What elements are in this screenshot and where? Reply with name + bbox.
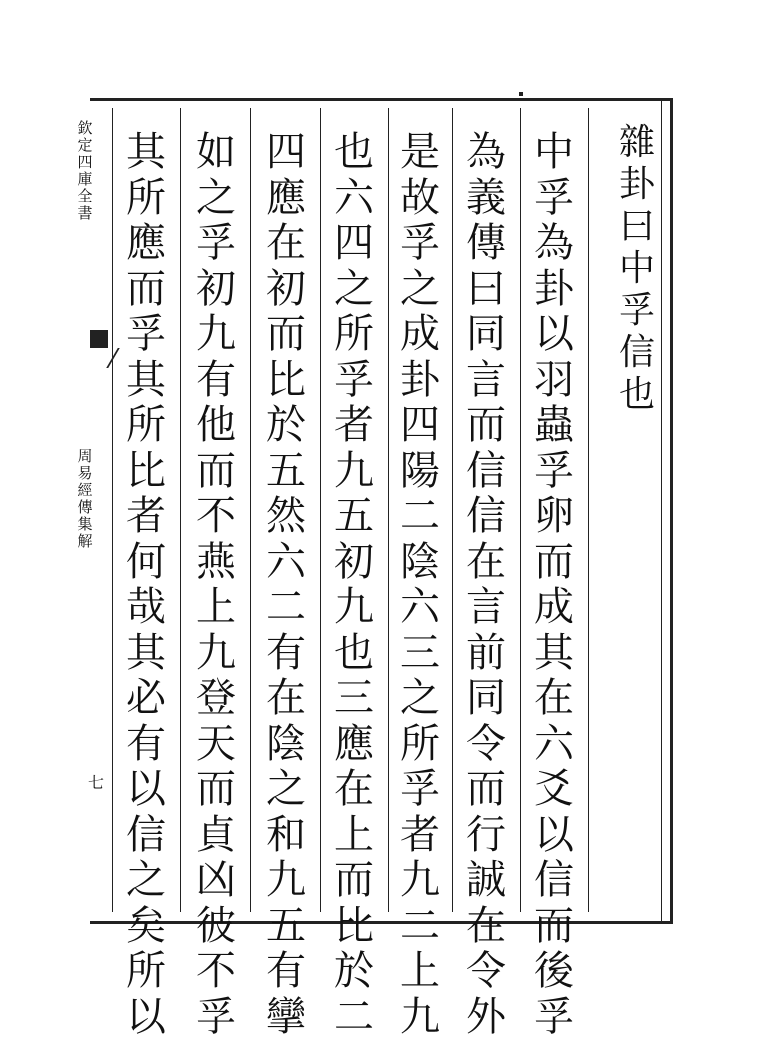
column-rule [520, 108, 521, 912]
text-char: 信 [532, 858, 577, 904]
margin-book-title [74, 448, 96, 550]
heading-char: 卦 [619, 164, 655, 206]
text-column [256, 130, 316, 1040]
text-char: 和 [264, 813, 309, 859]
text-char: 卦 [532, 267, 577, 313]
text-char: 三 [398, 631, 443, 677]
heading-char: 中 [619, 248, 655, 290]
text-char: 於 [264, 403, 309, 449]
text-char: 令 [464, 949, 509, 995]
text-char: 者 [124, 494, 169, 540]
text-char: 三 [332, 676, 377, 722]
text-char: 然 [264, 494, 309, 540]
text-char: 二 [398, 494, 443, 540]
margin-char: 易 [77, 465, 92, 482]
text-char: 二 [332, 995, 377, 1040]
text-char: 之 [264, 767, 309, 813]
text-char: 而 [332, 858, 377, 904]
text-char: 行 [464, 813, 509, 859]
text-char: 義 [464, 176, 509, 222]
text-char: 四 [398, 403, 443, 449]
text-char: 以 [124, 995, 169, 1040]
text-char: 其 [532, 631, 577, 677]
margin-char: 全 [77, 188, 92, 205]
text-char: 孚 [532, 995, 577, 1040]
text-column [390, 130, 450, 1040]
text-char: 之 [398, 676, 443, 722]
text-char: 六 [332, 176, 377, 222]
text-char: 傳 [464, 221, 509, 267]
text-char: 而 [124, 267, 169, 313]
text-char: 而 [464, 767, 509, 813]
text-char: 爻 [532, 767, 577, 813]
text-char: 信 [464, 449, 509, 495]
text-char: 陰 [398, 540, 443, 586]
top-mark [519, 92, 523, 96]
fishtail-mark [90, 330, 108, 348]
text-char: 比 [124, 449, 169, 495]
margin-char: 定 [77, 137, 92, 154]
text-char: 哉 [124, 585, 169, 631]
margin-char: 庫 [77, 171, 92, 188]
margin-char: 傳 [77, 499, 92, 516]
text-char: 之 [124, 858, 169, 904]
text-char: 不 [194, 494, 239, 540]
text-char: 攣 [264, 995, 309, 1040]
text-char: 必 [124, 676, 169, 722]
text-char: 矣 [124, 904, 169, 950]
text-char: 二 [398, 904, 443, 950]
text-char: 同 [464, 312, 509, 358]
text-char: 五 [264, 904, 309, 950]
text-char: 為 [464, 130, 509, 176]
heading-char: 孚 [619, 290, 655, 332]
text-char: 是 [398, 130, 443, 176]
text-char: 後 [532, 949, 577, 995]
text-char: 卦 [398, 358, 443, 404]
text-column [324, 130, 384, 1040]
text-char: 卵 [532, 494, 577, 540]
text-char: 所 [124, 403, 169, 449]
text-char: 有 [194, 358, 239, 404]
text-char: 信 [464, 494, 509, 540]
text-char: 蟲 [532, 403, 577, 449]
text-char: 羽 [532, 358, 577, 404]
text-char: 不 [194, 949, 239, 995]
margin-title [74, 120, 96, 222]
text-char: 在 [264, 221, 309, 267]
heading-char: 也 [619, 374, 655, 416]
text-char: 同 [464, 676, 509, 722]
text-char: 陰 [264, 722, 309, 768]
text-char: 孚 [124, 312, 169, 358]
text-char: 有 [264, 631, 309, 677]
text-char: 孚 [194, 221, 239, 267]
text-char: 彼 [194, 904, 239, 950]
heading-char: 曰 [619, 206, 655, 248]
text-char: 為 [532, 221, 577, 267]
text-char: 而 [194, 449, 239, 495]
column-rule [588, 108, 589, 912]
text-char: 在 [464, 540, 509, 586]
text-char: 如 [194, 130, 239, 176]
column-rule [112, 108, 113, 912]
text-char: 也 [332, 631, 377, 677]
text-char: 也 [332, 130, 377, 176]
margin-char: 四 [77, 154, 92, 171]
column-rule [320, 108, 321, 912]
text-char: 四 [332, 221, 377, 267]
text-char: 令 [464, 722, 509, 768]
text-char: 何 [124, 540, 169, 586]
text-char: 在 [264, 676, 309, 722]
text-char: 其 [124, 130, 169, 176]
margin-char: 欽 [77, 120, 92, 137]
text-char: 燕 [194, 540, 239, 586]
text-char: 天 [194, 722, 239, 768]
text-char: 九 [194, 312, 239, 358]
column-rule [388, 108, 389, 912]
text-char: 所 [332, 312, 377, 358]
text-column [116, 130, 176, 1040]
text-char: 成 [398, 312, 443, 358]
inner-border-rule [661, 101, 662, 921]
text-char: 成 [532, 585, 577, 631]
text-column [524, 130, 584, 1040]
text-char: 故 [398, 176, 443, 222]
text-char: 所 [398, 722, 443, 768]
text-char: 其 [124, 358, 169, 404]
text-char: 所 [124, 949, 169, 995]
text-char: 六 [264, 540, 309, 586]
text-char: 陽 [398, 449, 443, 495]
margin-char: 經 [77, 482, 92, 499]
text-char: 而 [194, 767, 239, 813]
margin-char: 解 [77, 533, 92, 550]
text-char: 九 [264, 858, 309, 904]
text-char: 其 [124, 631, 169, 677]
text-char: 初 [264, 267, 309, 313]
text-char: 在 [464, 904, 509, 950]
text-char: 上 [332, 813, 377, 859]
text-char: 孚 [332, 358, 377, 404]
text-char: 之 [398, 267, 443, 313]
text-char: 言 [464, 585, 509, 631]
text-char: 凶 [194, 858, 239, 904]
text-char: 誠 [464, 858, 509, 904]
text-char: 二 [264, 585, 309, 631]
text-char: 信 [124, 813, 169, 859]
text-char: 而 [532, 904, 577, 950]
text-column [186, 130, 246, 1040]
text-char: 者 [332, 403, 377, 449]
text-char: 貞 [194, 813, 239, 859]
text-column [456, 130, 516, 1040]
text-char: 而 [532, 540, 577, 586]
text-char: 孚 [194, 995, 239, 1040]
text-char: 孚 [532, 176, 577, 222]
text-char: 於 [332, 949, 377, 995]
heading-char: 雜 [619, 122, 655, 164]
text-char: 九 [398, 995, 443, 1040]
heading-char: 信 [619, 332, 655, 374]
text-char: 孚 [532, 449, 577, 495]
text-char: 之 [332, 267, 377, 313]
text-char: 九 [398, 858, 443, 904]
margin-char: 周 [77, 448, 92, 465]
text-char: 以 [124, 767, 169, 813]
text-char: 初 [332, 540, 377, 586]
column-rule [452, 108, 453, 912]
text-char: 比 [264, 358, 309, 404]
column-rule [250, 108, 251, 912]
text-char: 以 [532, 813, 577, 859]
text-char: 應 [264, 176, 309, 222]
text-char: 應 [124, 221, 169, 267]
text-char: 者 [398, 813, 443, 859]
text-char: 應 [332, 722, 377, 768]
text-char: 有 [124, 722, 169, 768]
text-char: 九 [194, 631, 239, 677]
text-char: 四 [264, 130, 309, 176]
text-char: 孚 [398, 221, 443, 267]
text-char: 在 [332, 767, 377, 813]
text-char: 上 [194, 585, 239, 631]
margin-char: 書 [77, 205, 92, 222]
folio-number: 七 [88, 770, 104, 793]
text-char: 之 [194, 176, 239, 222]
text-char: 而 [264, 312, 309, 358]
text-char: 言 [464, 358, 509, 404]
text-char: 五 [332, 494, 377, 540]
text-char: 所 [124, 176, 169, 222]
text-char: 曰 [464, 267, 509, 313]
text-char: 六 [532, 722, 577, 768]
text-char: 中 [532, 130, 577, 176]
text-char: 外 [464, 995, 509, 1040]
text-char: 有 [264, 949, 309, 995]
text-char: 五 [264, 449, 309, 495]
text-char: 比 [332, 904, 377, 950]
text-char: 孚 [398, 767, 443, 813]
text-char: 六 [398, 585, 443, 631]
text-char: 他 [194, 403, 239, 449]
text-char: 九 [332, 585, 377, 631]
text-char: 而 [464, 403, 509, 449]
text-char: 以 [532, 312, 577, 358]
column-rule [180, 108, 181, 912]
text-char: 上 [398, 949, 443, 995]
margin-char: 集 [77, 516, 92, 533]
heading-column [615, 122, 659, 416]
text-char: 登 [194, 676, 239, 722]
text-char: 在 [532, 676, 577, 722]
text-char: 前 [464, 631, 509, 677]
text-char: 初 [194, 267, 239, 313]
text-char: 九 [332, 449, 377, 495]
